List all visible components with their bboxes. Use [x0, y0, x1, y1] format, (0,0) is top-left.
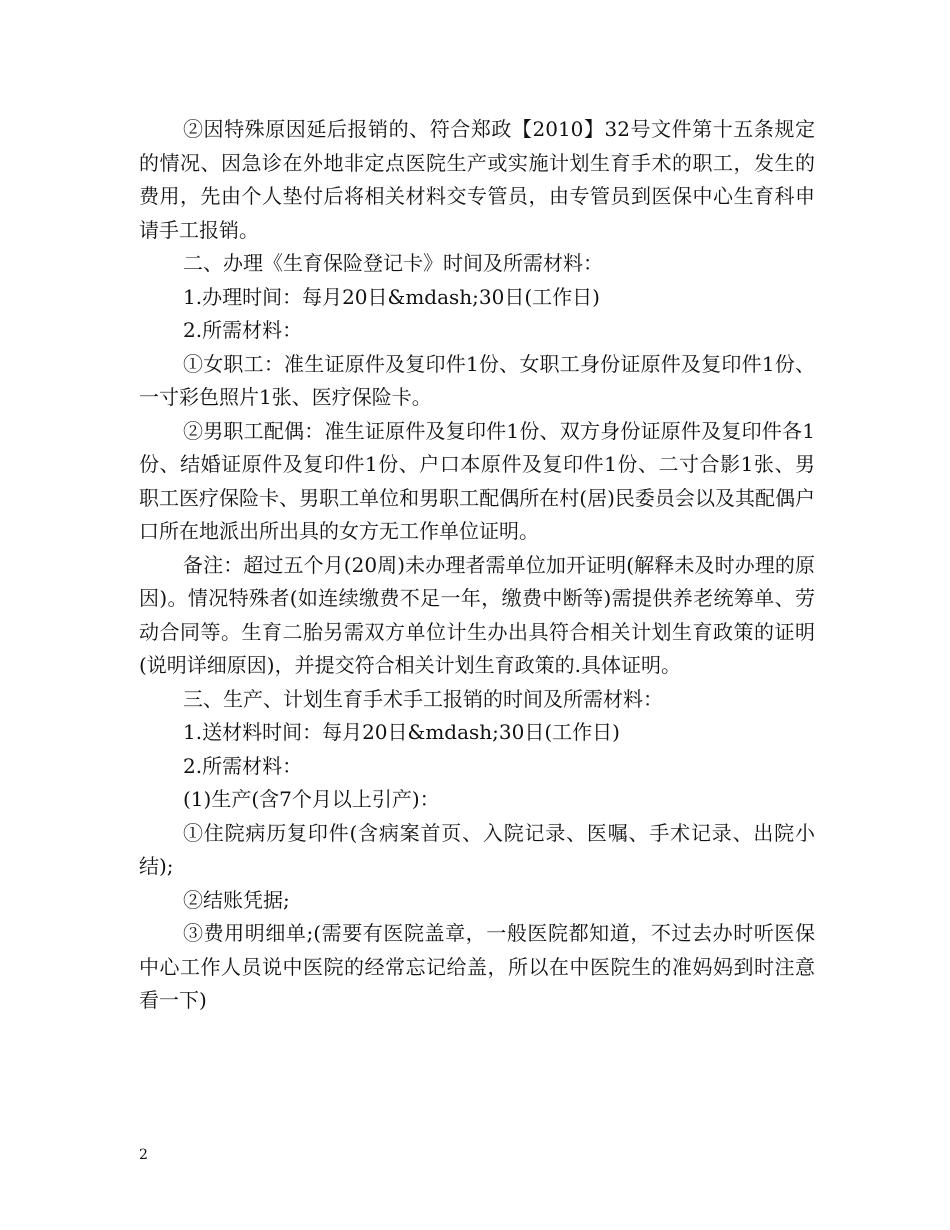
heading-registration-card: 二、办理《生育保险登记卡》时间及所需材料：	[183, 251, 603, 275]
paragraph-submission-time: 1.送材料时间：每月20日&mdash;30日(工作日)	[183, 720, 620, 744]
paragraph-childbirth: (1)生产(含7个月以上引产)：	[183, 787, 440, 811]
page-number: 2	[139, 1147, 148, 1163]
paragraph-female-employee: ①女职工：准生证原件及复印件1份、女职工身份证原件及复印件1份、一寸彩色照片1张、医疗保险卡。	[139, 351, 815, 409]
paragraph-registration-time: 1.办理时间：每月20日&mdash;30日(工作日)	[183, 284, 600, 309]
paragraph-male-employee-spouse: ②男职工配偶：准生证原件及复印件1份、双方身份证原件及复印件各1份、结婚证原件及复印件1份、户口本原件及复印件1份、二寸合影1张、男职工医疗保险卡、男职工单位和男职工配偶所在村(居)民委员会以及其配偶户口所在地派出所出具的女方无工作单位证明。	[139, 418, 815, 543]
document-body	[139, 113, 815, 1018]
heading-manual-reimbursement: 三、生产、计划生育手术手工报销的时间及所需材料：	[183, 686, 663, 711]
paragraph-special-reimbursement: ②因特殊原因延后报销的、符合郑政【2010】32号文件第十五条规定的情况、因急诊在外地非定点医院生产或实施计划生育手术的职工，发生的费用，先由个人垫付后将相关材料交专管员，由专管员到医保中心生育科申请手工报销。	[139, 117, 815, 242]
paragraph-medical-record: ①住院病历复印件(含病案首页、入院记录、医嘱、手术记录、出院小结);	[139, 820, 815, 878]
paragraph-settlement-receipt: ②结账凭据;	[183, 887, 290, 912]
paragraph-expense-details: ③费用明细单;(需要有医院盖章，一般医院都知道，不过去办时听医保中心工作人员说中医院的经常忘记给盖，所以在中医院生的准妈妈到时注意看一下)	[139, 921, 815, 1012]
paragraph-remarks: 备注：超过五个月(20周)未办理者需单位加开证明(解释未及时办理的原因)。情况特殊者(如连续缴费不足一年，缴费中断等)需提供养老统筹单、劳动合同等。生育二胎另需双方单位计生办出具符合相关计划生育政策的证明(说明详细原因)，并提交符合相关计划生育政策的.具体证明。	[139, 552, 815, 677]
paragraph-required-materials-2: 2.所需材料：	[183, 753, 303, 778]
paragraph-required-materials: 2.所需材料：	[183, 318, 303, 342]
